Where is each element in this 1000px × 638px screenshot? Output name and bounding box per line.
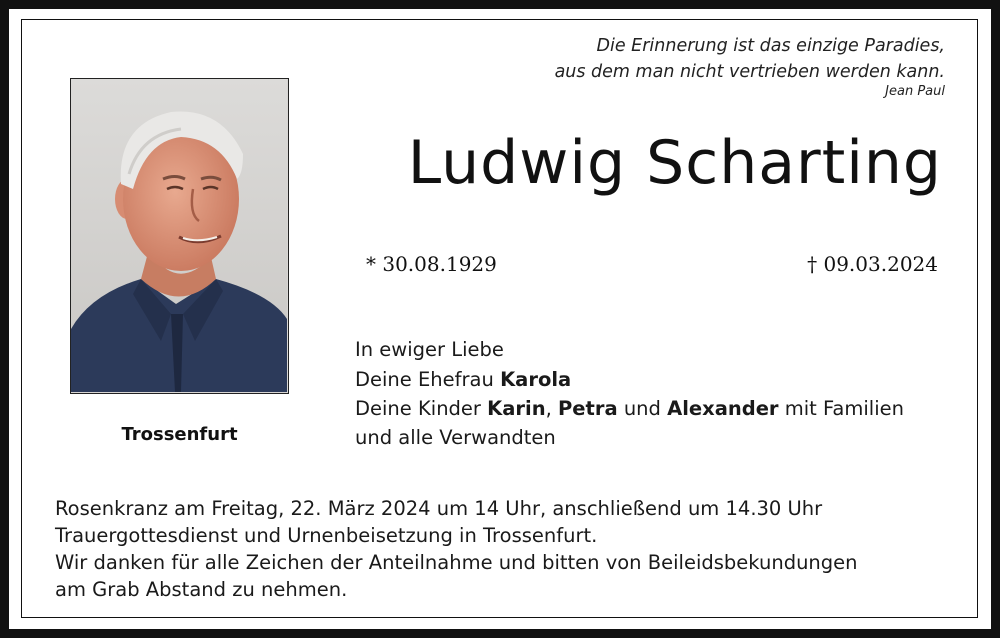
children-suffix: mit Familien: [778, 397, 904, 420]
birth-date: * 30.08.1929: [366, 252, 497, 276]
place-label: Trossenfurt: [121, 424, 238, 445]
children-prefix: Deine Kinder: [355, 397, 488, 420]
quote-author: Jean Paul: [885, 84, 945, 99]
spouse-line: [355, 365, 904, 394]
portrait-photo: [70, 78, 289, 394]
service-line-1: Rosenkranz am Freitag, 22. März 2024 um 14 Uhr, anschließend um 14.30 Uhr: [55, 497, 823, 520]
deceased-name: Ludwig Scharting: [407, 128, 942, 198]
quote-block: [555, 33, 945, 99]
portrait-illustration: [71, 79, 287, 392]
quote-line-1: Die Erinnerung ist das einzige Paradies,: [596, 36, 945, 56]
spouse-prefix: Deine Ehefrau: [355, 368, 501, 391]
child-name-2: Petra: [558, 397, 618, 420]
children-separator-2: und: [617, 397, 668, 420]
service-line-4: am Grab Abstand zu nehmen.: [55, 578, 348, 601]
children-line: [355, 394, 904, 423]
children-separator-1: ,: [545, 397, 558, 420]
relatives-line: und alle Verwandten: [355, 426, 556, 449]
service-info: [55, 495, 858, 603]
service-line-2: Trauergottesdienst und Urnenbeisetzung in Trossenfurt.: [55, 524, 598, 547]
child-name-3: Alexander: [667, 397, 779, 420]
service-line-3: Wir danken für alle Zeichen der Anteilnahme und bitten von Beileidsbekundungen: [55, 551, 858, 574]
child-name-1: Karin: [487, 397, 546, 420]
quote-line-2: aus dem man nicht vertrieben werden kann.: [554, 62, 945, 82]
spouse-name: Karola: [500, 368, 572, 391]
intro-line: In ewiger Liebe: [355, 338, 504, 361]
death-date: † 09.03.2024: [807, 252, 938, 276]
mourners-block: [355, 335, 904, 452]
